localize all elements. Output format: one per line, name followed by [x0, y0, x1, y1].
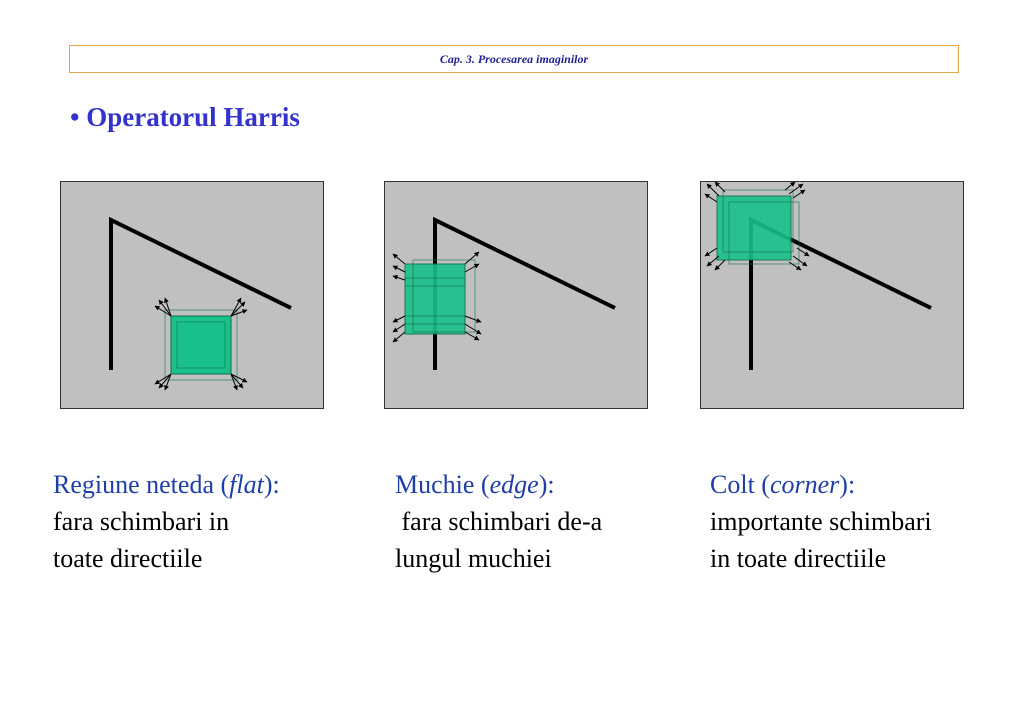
caption-flat	[53, 466, 280, 577]
flat-illustration	[61, 182, 325, 410]
edge-illustration	[385, 182, 649, 410]
caption-heading-term: corner	[769, 470, 840, 499]
caption-line-1: importante schimbari	[710, 507, 932, 536]
window-group	[393, 252, 481, 342]
caption-line-1: fara schimbari de-a	[395, 507, 603, 536]
window-group	[705, 182, 809, 270]
caption-heading-suffix: ):	[839, 470, 856, 499]
caption-heading-suffix: ):	[263, 470, 280, 499]
panel-edge	[384, 181, 648, 409]
corner-illustration	[701, 182, 965, 410]
caption-edge	[395, 466, 602, 577]
section-title-text: Operatorul Harris	[86, 102, 300, 132]
caption-heading-prefix: Muchie (	[395, 470, 490, 499]
caption-line-1: fara schimbari in	[53, 507, 230, 536]
caption-line-2: in toate directiile	[710, 544, 887, 573]
caption-heading	[53, 466, 280, 503]
caption-heading	[395, 466, 602, 503]
panel-corner	[700, 181, 964, 409]
header-title: Cap. 3. Procesarea imaginilor	[439, 51, 589, 66]
caption-line-2: toate directiile	[53, 544, 203, 573]
caption-corner	[710, 466, 932, 577]
section-title	[70, 102, 300, 133]
window-group	[155, 298, 247, 390]
header-box	[69, 45, 959, 73]
caption-heading-prefix: Regiune neteda (	[53, 470, 230, 499]
caption-heading	[710, 466, 932, 503]
caption-heading-prefix: Colt (	[710, 470, 770, 499]
bullet: •	[70, 102, 80, 132]
panel-flat	[60, 181, 324, 409]
caption-heading-term: flat	[229, 470, 264, 499]
caption-heading-suffix: ):	[538, 470, 555, 499]
caption-heading-term: edge	[489, 470, 539, 499]
caption-line-2: lungul muchiei	[395, 544, 552, 573]
